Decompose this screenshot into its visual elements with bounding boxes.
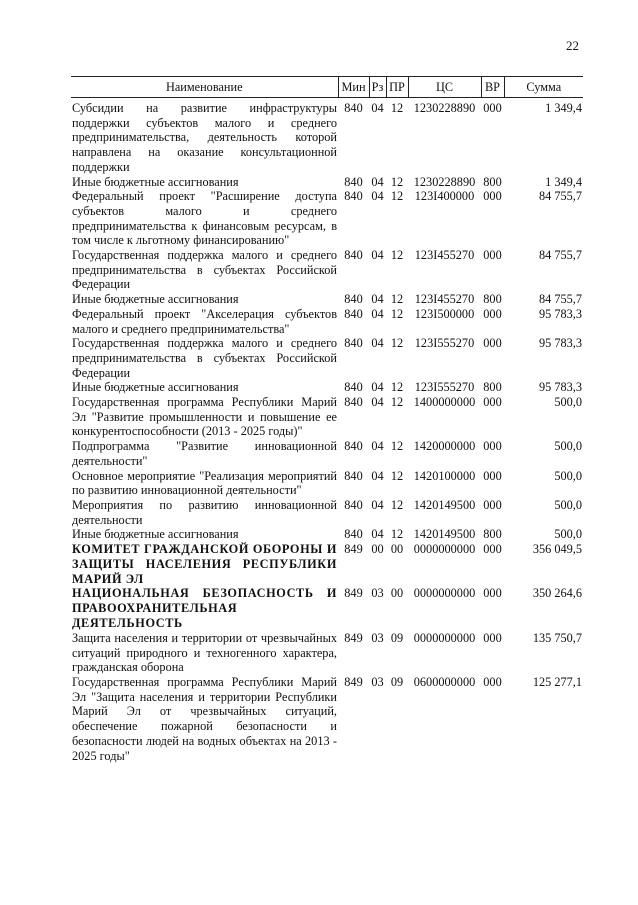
cell-cs: 0000000000 xyxy=(413,586,476,601)
cell-cs: 123I555270 xyxy=(414,380,475,395)
cell-sum: 1 349,4 xyxy=(545,101,582,115)
table-row xyxy=(71,631,583,675)
cell-min: 840 xyxy=(344,306,363,321)
cell-cs: 1230228890 xyxy=(413,174,476,189)
cell-pr: 00 xyxy=(390,586,404,601)
budget-table xyxy=(71,76,583,763)
cell-name: Государственная поддержка малого и среднего предпринимательства в субъектах Российской Федерации xyxy=(72,336,337,380)
cell-pr: 12 xyxy=(390,468,404,483)
cell-pr: 12 xyxy=(390,189,404,204)
cell-vr: 000 xyxy=(483,306,502,321)
cell-vr: 000 xyxy=(483,101,502,115)
cell-pr: 12 xyxy=(390,174,404,189)
cell-name: Защита населения и территории от чрезвычайных ситуаций природного и техногенного характера, гражданская оборона xyxy=(72,630,337,675)
cell-min: 840 xyxy=(344,101,363,115)
table-row xyxy=(71,380,583,395)
cell-name: Иные бюджетные ассигнования xyxy=(72,380,239,395)
cell-name: НАЦИОНАЛЬНАЯ БЕЗОПАСНОСТЬ И ПРАВООХРАНИТЕЛЬНАЯ ДЕЯТЕЛЬНОСТЬ xyxy=(72,586,337,631)
cell-rz: 00 xyxy=(371,542,384,557)
cell-min: 840 xyxy=(344,292,363,307)
cell-cs: 1400000000 xyxy=(413,395,476,410)
column-header-sum: Сумма xyxy=(504,77,583,98)
cell-name: Государственная программа Республики Марий Эл "Защита населения и территории Республики Марий Эл от чрезвычайных ситуаций, обеспечение пожарной безопасности и безопасности людей на водных объектах на 2013 - 2025 годы" xyxy=(72,674,337,763)
cell-min: 840 xyxy=(344,468,363,483)
table-row xyxy=(71,307,583,336)
table-row xyxy=(71,336,583,380)
cell-sum: 95 783,3 xyxy=(538,306,582,321)
cell-vr: 000 xyxy=(483,248,502,263)
column-header-pr: ПР xyxy=(386,77,408,98)
cell-rz: 04 xyxy=(371,189,384,204)
table-row xyxy=(71,469,583,498)
cell-sum: 135 750,7 xyxy=(532,630,582,645)
cell-sum: 356 049,5 xyxy=(532,542,582,557)
cell-min: 840 xyxy=(344,336,363,351)
cell-vr: 000 xyxy=(483,189,502,204)
table-body xyxy=(71,98,583,764)
cell-rz: 04 xyxy=(371,292,384,307)
cell-min: 840 xyxy=(344,380,363,395)
cell-name: Субсидии на развитие инфраструктуры поддержки субъектов малого и среднего предпринимательства, деятельность которой направлена на оказание консультационной поддержки xyxy=(72,101,337,174)
cell-min: 840 xyxy=(344,395,363,410)
cell-sum: 95 783,3 xyxy=(538,380,582,395)
column-header-min: Мин xyxy=(338,77,369,98)
cell-rz: 04 xyxy=(371,497,384,512)
cell-sum: 84 755,7 xyxy=(538,248,582,263)
table-row xyxy=(71,542,583,586)
table-row xyxy=(71,292,583,307)
cell-pr: 12 xyxy=(390,380,404,395)
cell-vr: 000 xyxy=(483,586,502,601)
cell-name: Иные бюджетные ассигнования xyxy=(72,174,239,189)
cell-min: 840 xyxy=(344,248,363,263)
table-row xyxy=(71,248,583,292)
cell-sum: 500,0 xyxy=(554,497,582,512)
cell-rz: 04 xyxy=(371,380,384,395)
cell-min: 849 xyxy=(344,542,363,557)
cell-min: 840 xyxy=(344,174,363,189)
cell-name: Основное мероприятие "Реализация мероприятий по развитию инновационной деятельности" xyxy=(72,468,337,498)
table-row xyxy=(71,527,583,542)
cell-sum: 1 349,4 xyxy=(545,174,582,189)
cell-name: Федеральный проект "Расширение доступа субъектов малого и среднего предпринимательства к финансовым ресурсам, в том числе к льготному финансированию" xyxy=(72,189,337,248)
cell-vr: 800 xyxy=(483,292,502,307)
cell-pr: 12 xyxy=(390,497,404,512)
cell-cs: 1420100000 xyxy=(413,468,476,483)
cell-rz: 04 xyxy=(371,306,384,321)
cell-vr: 000 xyxy=(483,497,502,512)
cell-rz: 04 xyxy=(371,248,384,263)
cell-name: Мероприятия по развитию инновационной деятельности xyxy=(72,497,337,527)
cell-rz: 04 xyxy=(371,395,384,410)
cell-rz: 04 xyxy=(371,336,384,351)
cell-min: 849 xyxy=(344,674,363,689)
cell-name: Государственная поддержка малого и среднего предпринимательства в субъектах Российской Федерации xyxy=(72,248,337,292)
cell-rz: 04 xyxy=(371,527,384,542)
cell-vr: 000 xyxy=(483,468,502,483)
cell-min: 849 xyxy=(344,586,363,601)
cell-vr: 000 xyxy=(483,439,502,454)
cell-sum: 500,0 xyxy=(554,468,582,483)
cell-rz: 04 xyxy=(371,439,384,454)
table-header-row xyxy=(71,77,583,98)
cell-cs: 1420000000 xyxy=(413,439,476,454)
cell-rz: 04 xyxy=(371,174,384,189)
cell-vr: 800 xyxy=(483,527,502,542)
cell-pr: 12 xyxy=(390,439,404,454)
cell-sum: 350 264,6 xyxy=(532,586,582,601)
cell-min: 840 xyxy=(344,527,363,542)
cell-rz: 03 xyxy=(371,586,384,601)
column-header-rz: Рз xyxy=(369,77,386,98)
cell-min: 849 xyxy=(344,630,363,645)
page-number: 22 xyxy=(566,38,579,53)
cell-pr: 12 xyxy=(390,527,404,542)
cell-pr: 12 xyxy=(390,248,404,263)
cell-cs: 123I400000 xyxy=(414,189,475,204)
cell-cs: 123I455270 xyxy=(414,292,475,307)
cell-sum: 500,0 xyxy=(554,395,582,410)
table-row xyxy=(71,189,583,248)
cell-rz: 03 xyxy=(371,674,384,689)
cell-min: 840 xyxy=(344,439,363,454)
cell-rz: 04 xyxy=(371,468,384,483)
cell-pr: 12 xyxy=(390,306,404,321)
cell-cs: 123I500000 xyxy=(414,306,475,321)
cell-sum: 500,0 xyxy=(554,527,582,542)
cell-pr: 12 xyxy=(390,101,404,115)
cell-vr: 800 xyxy=(483,380,502,395)
table-row xyxy=(71,439,583,468)
cell-name: КОМИТЕТ ГРАЖДАНСКОЙ ОБОРОНЫ И ЗАЩИТЫ НАСЕЛЕНИЯ РЕСПУБЛИКИ МАРИЙ ЭЛ xyxy=(72,542,337,586)
cell-min: 840 xyxy=(344,189,363,204)
cell-name: Государственная программа Республики Марий Эл "Развитие промышленности и повышение ее конкурентоспособности (2013 - 2025 годы)" xyxy=(72,395,337,439)
table-row xyxy=(71,175,583,190)
cell-vr: 000 xyxy=(483,542,502,557)
cell-vr: 000 xyxy=(483,336,502,351)
cell-name: Подпрограмма "Развитие инновационной деятельности" xyxy=(72,439,337,468)
cell-cs: 123I555270 xyxy=(414,336,475,351)
cell-cs: 1420149500 xyxy=(413,497,476,512)
cell-vr: 000 xyxy=(483,395,502,410)
column-header-name: Наименование xyxy=(71,77,338,98)
cell-vr: 000 xyxy=(483,674,502,689)
table-row xyxy=(71,98,583,175)
cell-name: Федеральный проект "Акселерация субъектов малого и среднего предпринимательства" xyxy=(72,306,337,336)
cell-cs: 0600000000 xyxy=(413,674,476,689)
cell-pr: 09 xyxy=(390,630,404,645)
cell-cs: 1230228890 xyxy=(413,101,476,115)
cell-pr: 09 xyxy=(390,674,404,689)
cell-sum: 95 783,3 xyxy=(538,336,582,351)
cell-rz: 03 xyxy=(371,630,384,645)
cell-pr: 00 xyxy=(390,542,404,557)
cell-name: Иные бюджетные ассигнования xyxy=(72,292,239,307)
cell-sum: 84 755,7 xyxy=(538,292,582,307)
cell-vr: 000 xyxy=(483,630,502,645)
table-row xyxy=(71,498,583,527)
cell-sum: 500,0 xyxy=(554,439,582,454)
cell-vr: 800 xyxy=(483,174,502,189)
table-row xyxy=(71,675,583,763)
cell-cs: 0000000000 xyxy=(413,630,476,645)
cell-pr: 12 xyxy=(390,292,404,307)
table-row xyxy=(71,395,583,439)
cell-sum: 84 755,7 xyxy=(538,189,582,204)
cell-sum: 125 277,1 xyxy=(532,674,582,689)
column-header-vr: ВР xyxy=(481,77,504,98)
cell-cs: 123I455270 xyxy=(414,248,475,263)
table-row xyxy=(71,586,583,630)
cell-pr: 12 xyxy=(390,395,404,410)
column-header-cs: ЦС xyxy=(408,77,481,98)
cell-cs: 0000000000 xyxy=(413,542,476,557)
cell-rz: 04 xyxy=(371,101,384,115)
cell-min: 840 xyxy=(344,497,363,512)
cell-cs: 1420149500 xyxy=(413,527,476,542)
cell-name: Иные бюджетные ассигнования xyxy=(72,527,239,542)
cell-pr: 12 xyxy=(390,336,404,351)
